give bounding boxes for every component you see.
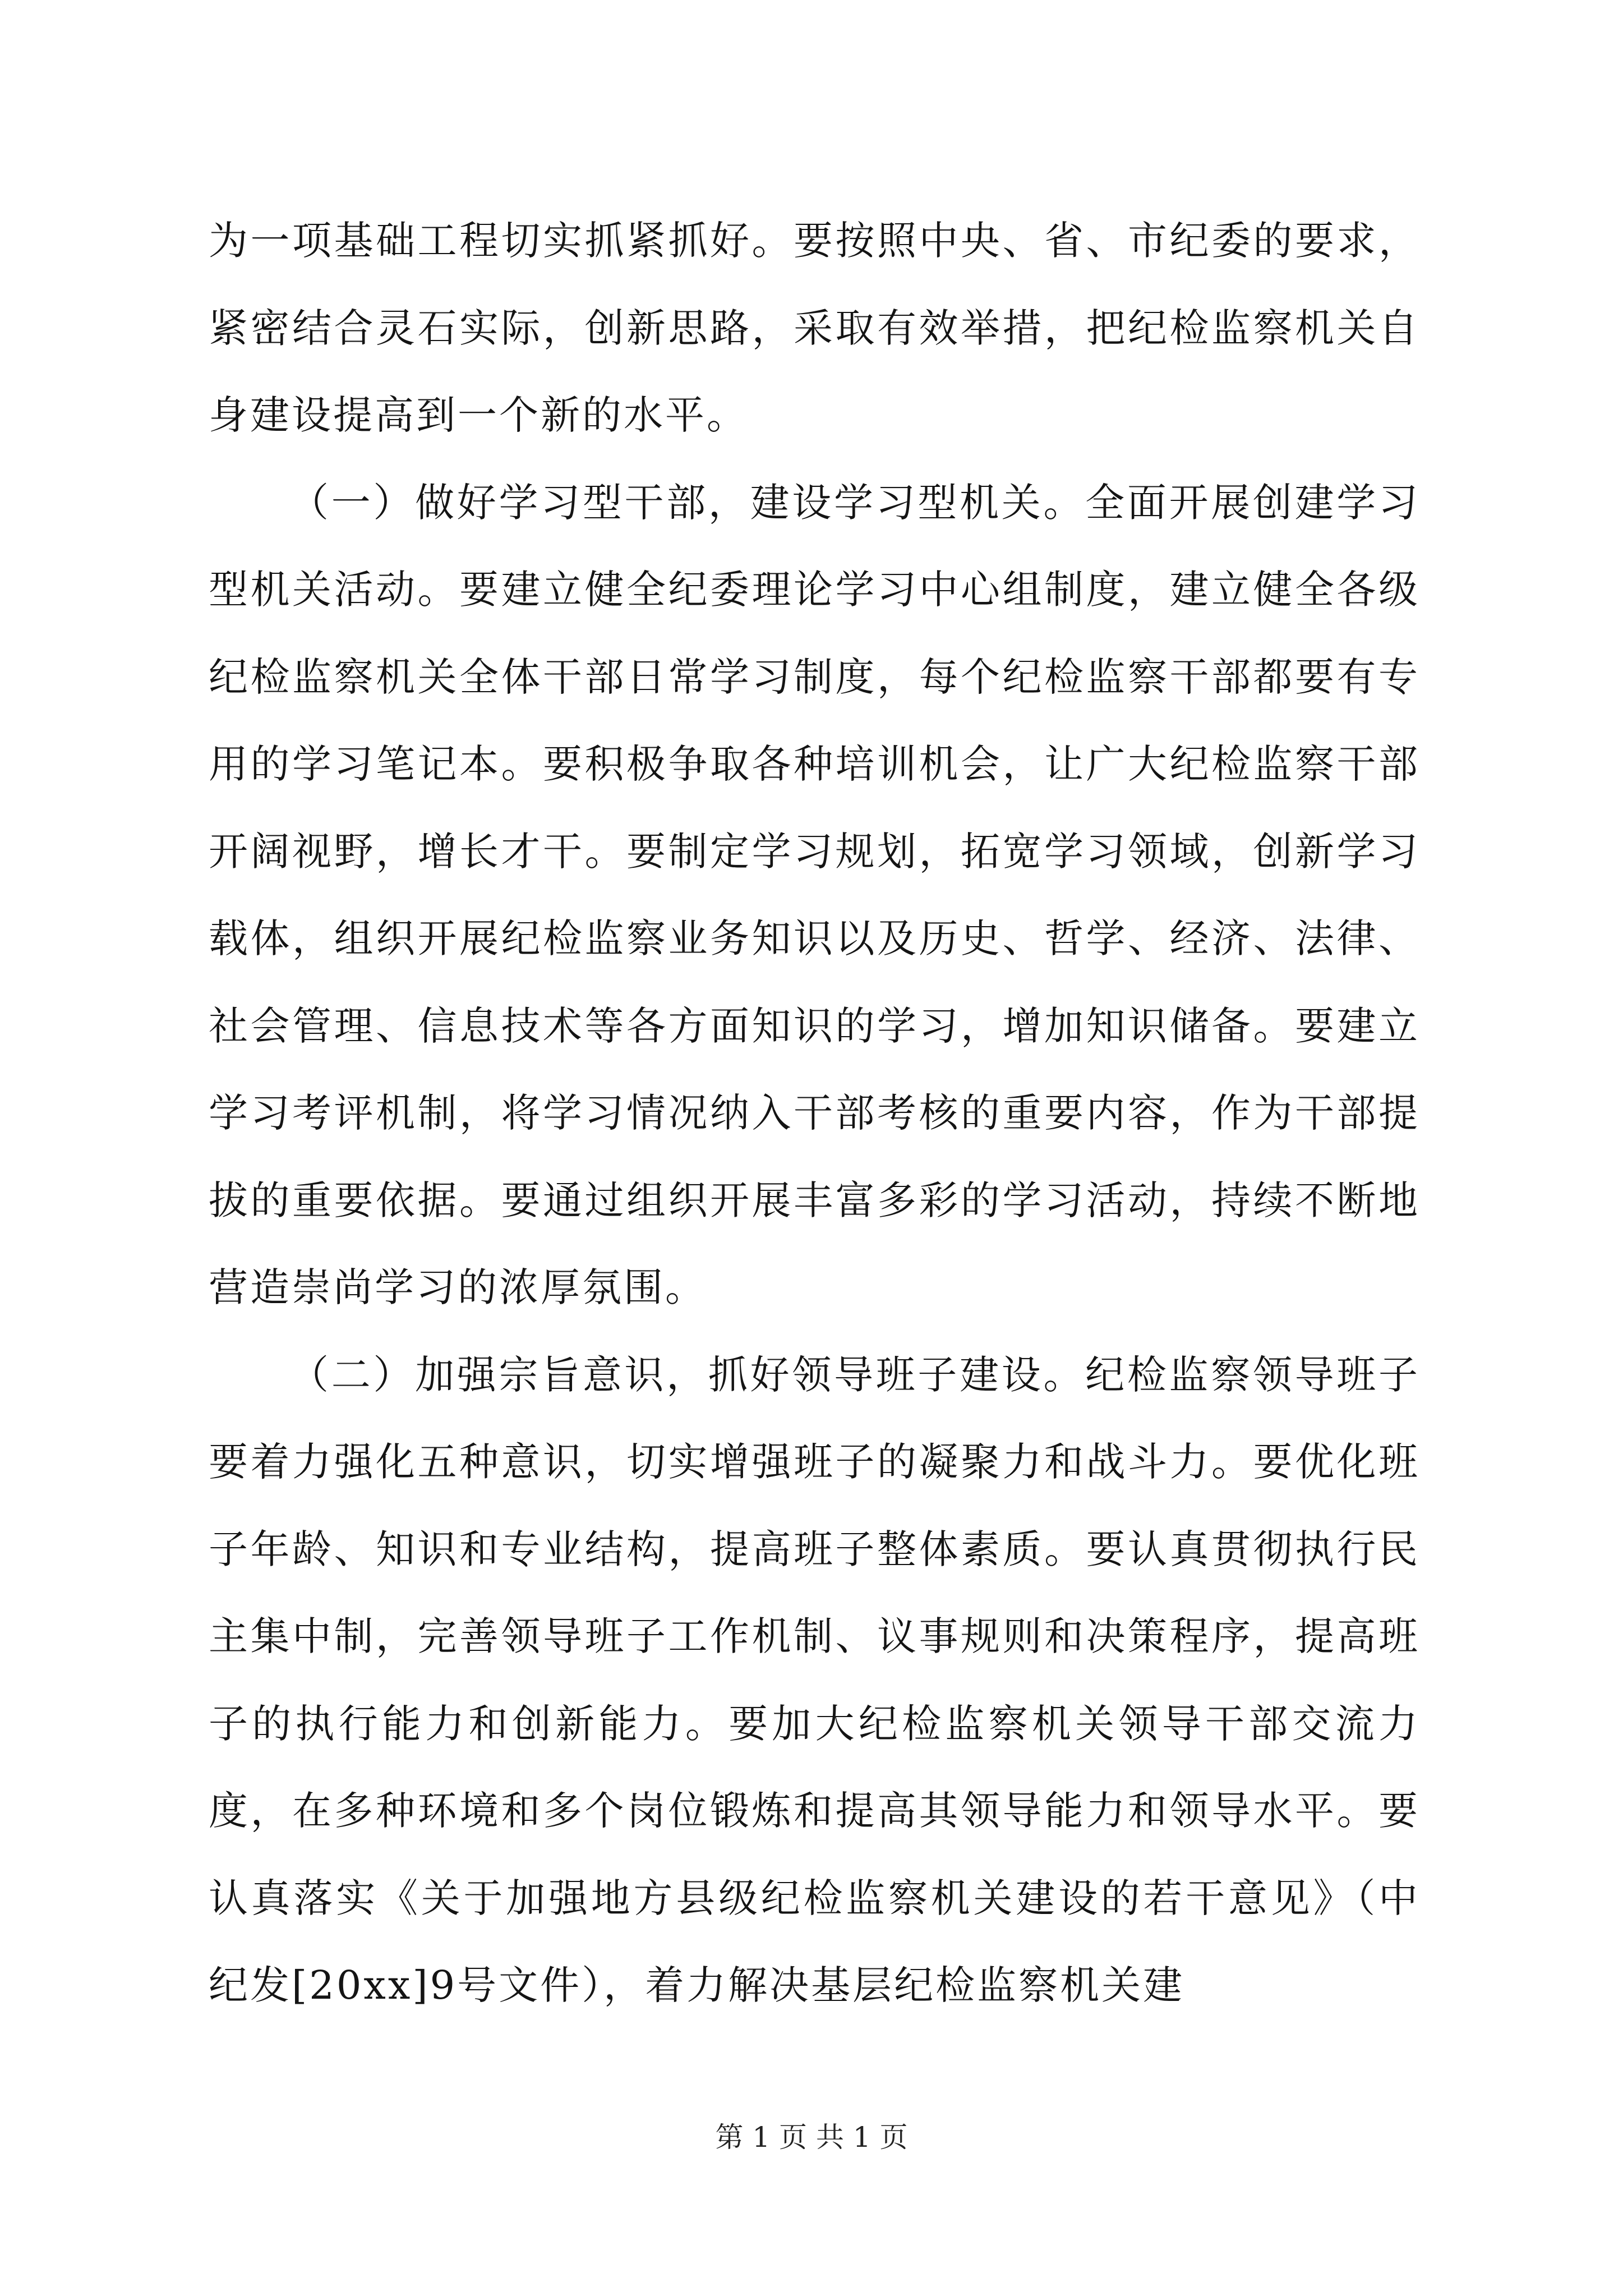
paragraph-2: （一）做好学习型干部，建设学习型机关。全面开展创建学习型机关活动。要建立健全纪委理论学习中心组制度，建立健全各级纪检监察机关全体干部日常学习制度，每个纪检监察干部都要有专用的学习笔记本。要积极争取各种培训机会，让广大纪检监察干部开阔视野，增长才干。要制定学习规划，拓宽学习领域，创新学习载体，组织开展纪检监察业务知识以及历史、哲学、经济、法律、社会管理、信息技术等各方面知识的学习，增加知识储备。要建立学习考评机制，将学习情况纳入干部考核的重要内容，作为干部提拔的重要依据。要通过组织开展丰富多彩的学习活动，持续不断地营造崇尚学习的浓厚氛围。 [209,479,1420,1310]
page-footer [0,2115,1623,2155]
paragraph-1: 为一项基础工程切实抓紧抓好。要按照中央、省、市纪委的要求，紧密结合灵石实际，创新思路，采取有效举措，把纪检监察机关自身建设提高到一个新的水平。 [209,218,1420,438]
page-number-label: 第 1 页 共 1 页 [715,2121,908,2154]
document-body [209,197,1420,2030]
paragraph-3: （二）加强宗旨意识，抓好领导班子建设。纪检监察领导班子要着力强化五种意识，切实增强班子的凝聚力和战斗力。要优化班子年龄、知识和专业结构，提高班子整体素质。要认真贯彻执行民主集中制，完善领导班子工作机制、议事规则和决策程序，提高班子的执行能力和创新能力。要加大纪检监察机关领导干部交流力度，在多种环境和多个岗位锻炼和提高其领导能力和领导水平。要认真落实《关于加强地方县级纪检监察机关建设的若干意见》（中纪发[20xx]9号文件），着力解决基层纪检监察机关建 [209,1351,1420,2008]
